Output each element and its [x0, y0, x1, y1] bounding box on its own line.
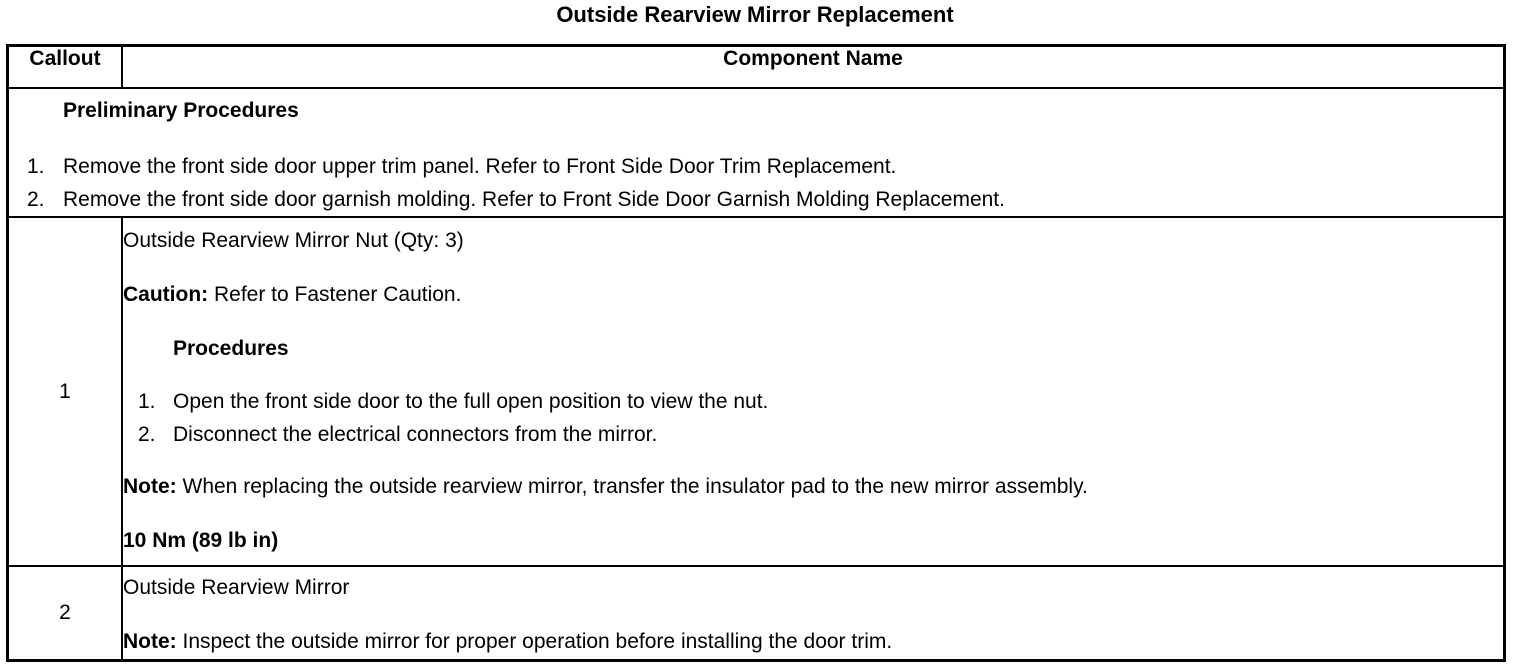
list-item	[123, 418, 1503, 451]
step-text: Open the front side door to the full open position to view the nut.	[173, 390, 769, 413]
step-number: 2.	[138, 423, 156, 446]
step-number: 1.	[27, 155, 45, 178]
note-text	[123, 628, 1503, 656]
procedure-steps	[123, 385, 1503, 451]
torque-spec: 10 Nm (89 lb in)	[123, 529, 279, 552]
header-component-name: Component Name	[122, 46, 1505, 89]
step-number: 1.	[138, 390, 156, 413]
caution-label: Caution:	[123, 283, 209, 306]
list-item	[9, 183, 1503, 216]
table-header-row	[8, 46, 1505, 89]
component-cell	[122, 217, 1505, 566]
preliminary-row	[8, 88, 1505, 217]
component-name: Outside Rearview Mirror	[123, 576, 350, 599]
note-body: Inspect the outside mirror for proper operation before installing the door trim.	[176, 630, 893, 653]
note-body: When replacing the outside rearview mirror, transfer the insulator pad to the new mirror assembly.	[176, 475, 1088, 498]
step-text: Remove the front side door garnish molding. Refer to Front Side Door Garnish Molding Replacement.	[63, 188, 1005, 211]
component-table	[6, 44, 1506, 662]
document-title: Outside Rearview Mirror Replacement	[556, 2, 954, 27]
step-text: Remove the front side door upper trim panel. Refer to Front Side Door Trim Replacement.	[63, 155, 897, 178]
note-label: Note:	[123, 630, 177, 653]
step-text: Disconnect the electrical connectors from the mirror.	[173, 423, 658, 446]
note-label: Note:	[123, 475, 177, 498]
callout-number: 2	[8, 566, 123, 660]
caution-text	[123, 281, 1503, 309]
preliminary-steps	[9, 150, 1503, 216]
preliminary-cell	[8, 88, 1505, 217]
header-callout: Callout	[8, 46, 123, 89]
list-item	[123, 385, 1503, 418]
note-text	[123, 473, 1503, 501]
procedures-heading: Procedures	[173, 337, 289, 360]
table-row	[8, 217, 1505, 566]
component-cell	[122, 566, 1505, 660]
caution-body: Refer to Fastener Caution.	[208, 283, 462, 306]
component-name: Outside Rearview Mirror Nut (Qty: 3)	[123, 229, 464, 252]
callout-number: 1	[8, 217, 123, 566]
preliminary-heading: Preliminary Procedures	[63, 99, 299, 122]
step-number: 2.	[27, 188, 45, 211]
table-row	[8, 566, 1505, 660]
list-item	[9, 150, 1503, 183]
